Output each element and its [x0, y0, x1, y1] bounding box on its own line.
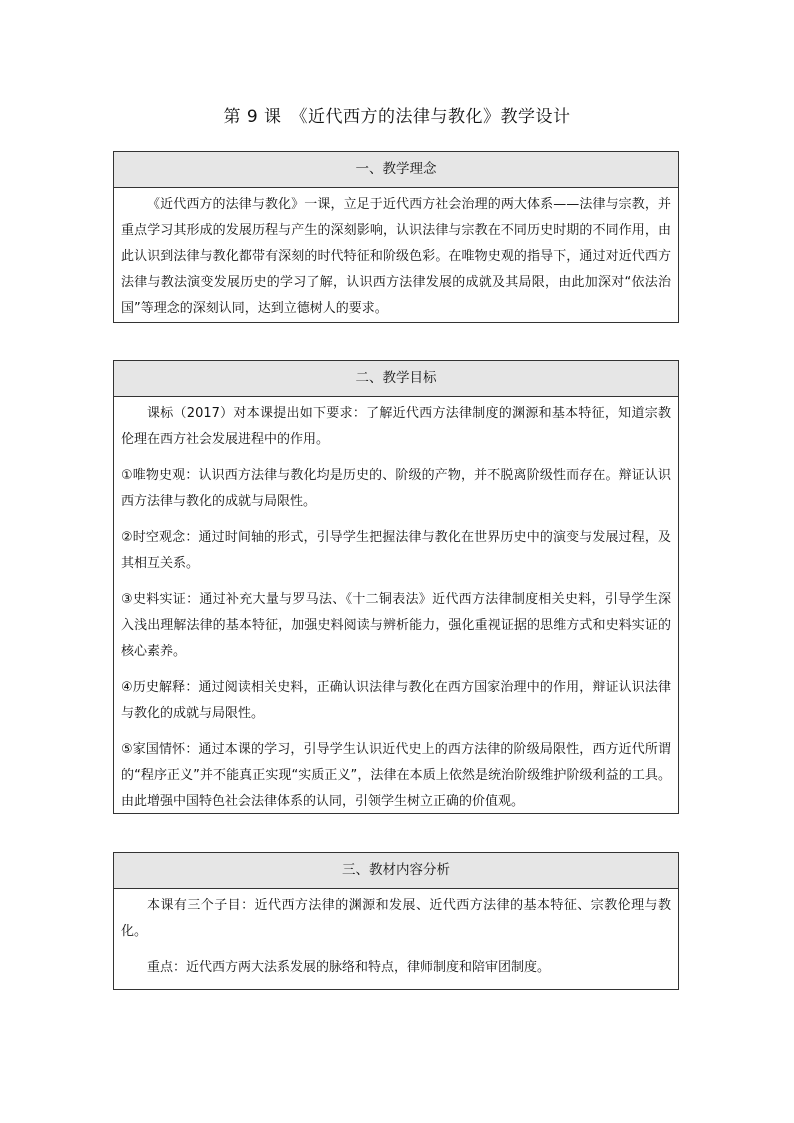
objective-text: ：通过时间轴的形式，引导学生把握法律与教化在世界历史中的演变与发展过程，及其相互关系。 [121, 530, 671, 571]
section-body [114, 397, 678, 823]
section-teaching-philosophy [113, 151, 679, 323]
objective-label: ③史料实证 [121, 592, 187, 607]
objective-item [121, 463, 671, 515]
objective-label: ①唯物史观 [121, 468, 186, 483]
key-points-paragraph: 重点：近代西方两大法系发展的脉络和特点，律师制度和陪审团制度。 [147, 960, 551, 975]
objective-text: ：通过补充大量与罗马法、《十二铜表法》近代西方法律制度相关史料，引导学生深入浅出理解法律的基本特征，加强史料阅读与辨析能力，强化重视证据的思维方式和史料实证的核心素养。 [121, 592, 671, 659]
objective-label: ④历史解释 [121, 680, 186, 695]
objective-label: ②时空观念 [121, 530, 186, 545]
page-title: 第 9 课 《近代西方的法律与教化》教学设计 [223, 107, 571, 127]
objective-item [121, 675, 671, 727]
section-heading: 三、教材内容分析 [114, 853, 678, 889]
section-body [114, 889, 678, 989]
objective-text: ：通过本课的学习，引导学生认识近代史上的西方法律的阶级局限性，西方近代所谓的“程序正义”并不能真正实现“实质正义”，法律在本质上依然是统治阶级维护阶级利益的工具。由此增强中国特色社会法律体系的认同，引领学生树立正确的价值观。 [121, 742, 671, 809]
objective-text: ：通过阅读相关史料，正确认识法律与教化在西方国家治理中的作用，辩证认识法律与教化的成就与局限性。 [121, 680, 671, 721]
section-textbook-analysis [113, 852, 679, 990]
objective-item [121, 737, 671, 815]
subtopics-paragraph: 本课有三个子目：近代西方法律的渊源和发展、近代西方法律的基本特征、宗教伦理与教化。 [121, 898, 671, 939]
objective-item [121, 587, 671, 665]
philosophy-paragraph: 《近代西方的法律与教化》一课，立足于近代西方社会治理的两大体系——法律与宗教，并重点学习其形成的发展历程与产生的深刻影响，认识法律与宗教在不同历史时期的不同作用，由此认识到法律与教化都带有深刻的时代特征和阶级色彩。在唯物史观的指导下，通过对近代西方法律与教法演变发展历史的学习了解，认识西方法律发展的成就及其局限，由此加深对“依法治国”等理念的深刻认同，达到立德树人的要求。 [121, 197, 671, 316]
section-heading: 一、教学理念 [114, 152, 678, 188]
section-body [114, 188, 678, 330]
objective-item [121, 525, 671, 577]
objective-text: ：认识西方法律与教化均是历史的、阶级的产物，并不脱离阶级性而存在。辩证认识西方法律与教化的成就与局限性。 [121, 468, 671, 509]
objective-label: ⑤家国情怀 [121, 742, 186, 757]
section-teaching-objectives [113, 360, 679, 814]
curriculum-standard-paragraph: 课标（2017）对本课提出如下要求：了解近代西方法律制度的渊源和基本特征，知道宗教伦理在西方社会发展进程中的作用。 [121, 406, 671, 447]
section-heading: 二、教学目标 [114, 361, 678, 397]
